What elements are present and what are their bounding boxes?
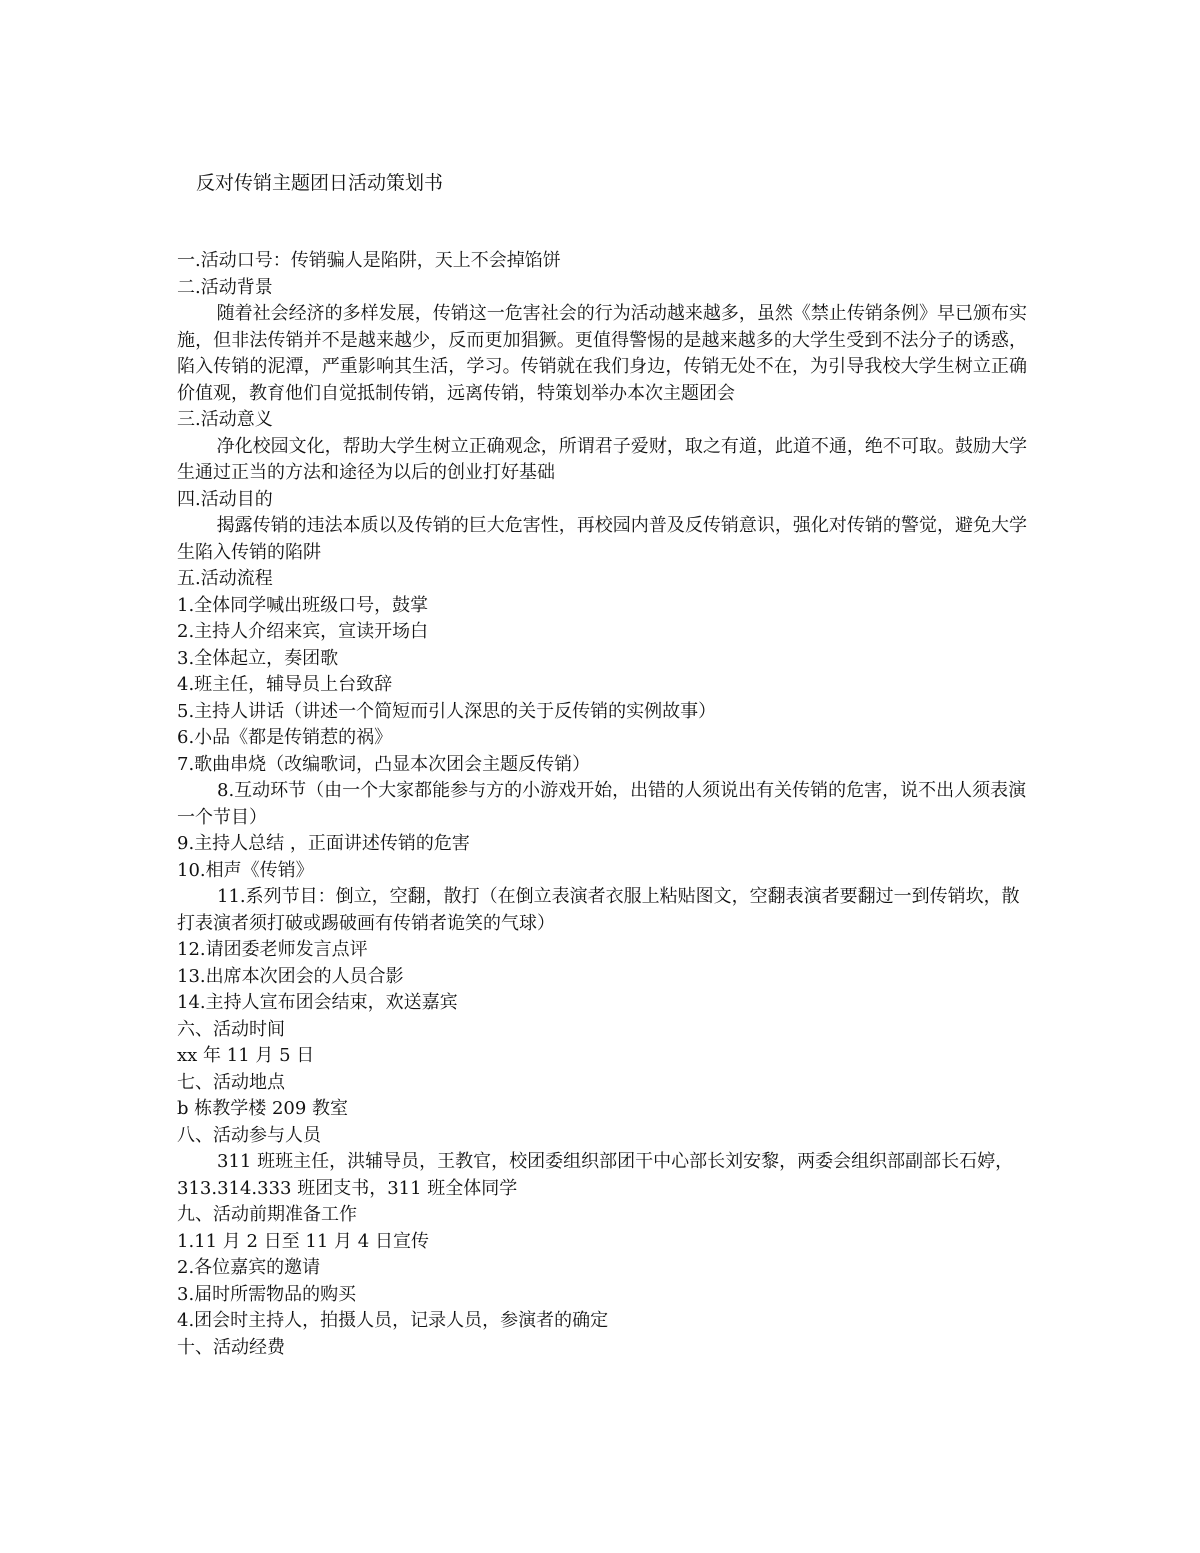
process-item: 3.全体起立，奏团歌: [177, 647, 339, 669]
section-background-heading: 二.活动背景: [177, 276, 273, 298]
process-item: 11.系列节目：倒立，空翻，散打（在倒立表演者衣服上粘贴图文，空翻表演者要翻过一到传销坎，散打表演者须打破或踢破画有传销者诡笑的气球）: [177, 886, 1020, 934]
section-participants-heading: 八、活动参与人员: [177, 1124, 321, 1146]
preparation-item: 2.各位嘉宾的邀请: [177, 1257, 321, 1278]
document-title: 反对传销主题团日活动策划书: [196, 172, 444, 194]
section-process-heading: 五.活动流程: [177, 568, 273, 589]
preparation-item: 4.团会时主持人，拍摄人员，记录人员，参演者的确定: [177, 1310, 609, 1331]
section-time-heading: 六、活动时间: [177, 1018, 285, 1040]
section-significance-heading: 三.活动意义: [177, 409, 273, 430]
section-location-heading: 七、活动地点: [177, 1071, 285, 1093]
process-item: 7.歌曲串烧（改编歌词，凸显本次团会主题反传销）: [177, 753, 591, 775]
section-purpose-text: 揭露传销的违法本质以及传销的巨大危害性，再校园内普及反传销意识，强化对传销的警觉，避免大学生陷入传销的陷阱: [177, 515, 1027, 563]
process-item: 13.出席本次团会的人员合影: [177, 965, 404, 987]
section-background-text: 随着社会经济的多样发展，传销这一危害社会的行为活动越来越多，虽然《禁止传销条例》早已颁布实施，但非法传销并不是越来越少，反而更加猖獗。更值得警惕的是越来越多的大学生受到不法分子的诱惑，陷入传销的泥潭，严重影响其生活，学习。传销就在我们身边，传销无处不在，为引导我校大学生树立正确价值观，教育他们自觉抵制传销，远离传销，特策划举办本次主题团会: [177, 303, 1027, 404]
section-slogan: 一.活动口号：传销骗人是陷阱，天上不会掉馅饼: [177, 250, 561, 271]
section-time-value: xx 年 11 月 5 日: [177, 1045, 315, 1066]
process-item: 9.主持人总结 ，正面讲述传销的危害: [177, 833, 470, 854]
section-purpose-heading: 四.活动目的: [177, 488, 273, 510]
document-body: [177, 248, 1027, 1361]
process-item: 14.主持人宣布团会结束，欢送嘉宾: [177, 992, 458, 1013]
preparation-item: 1.11 月 2 日至 11 月 4 日宣传: [177, 1230, 429, 1252]
preparation-item: 3.届时所需物品的购买: [177, 1283, 357, 1305]
process-item: 2.主持人介绍来宾，宣读开场白: [177, 621, 429, 642]
section-preparation-heading: 九、活动前期准备工作: [177, 1204, 357, 1225]
process-item: 10.相声《传销》: [177, 859, 314, 881]
process-item: 4.班主任，辅导员上台致辞: [177, 674, 393, 695]
section-budget-heading: 十、活动经费: [177, 1336, 285, 1358]
section-participants-value: 311 班班主任，洪辅导员，王教官，校团委组织部团干中心部长刘安黎，两委会组织部副部长石婷，313.314.333 班团支书，311 班全体同学: [177, 1151, 1014, 1199]
section-location-value: b 栋教学楼 209 教室: [177, 1098, 349, 1119]
process-item: 12.请团委老师发言点评: [177, 939, 368, 960]
process-item: 5.主持人讲话（讲述一个简短而引人深思的关于反传销的实例故事）: [177, 700, 717, 722]
process-item: 1.全体同学喊出班级口号，鼓掌: [177, 594, 429, 616]
process-item: 8.互动环节（由一个大家都能参与方的小游戏开始，出错的人须说出有关传销的危害，说不出人须表演一个节目）: [177, 780, 1027, 828]
section-significance-text: 净化校园文化，帮助大学生树立正确观念，所谓君子爱财，取之有道，此道不通，绝不可取。鼓励大学生通过正当的方法和途径为以后的创业打好基础: [177, 435, 1027, 483]
process-item: 6.小品《都是传销惹的祸》: [177, 727, 393, 748]
